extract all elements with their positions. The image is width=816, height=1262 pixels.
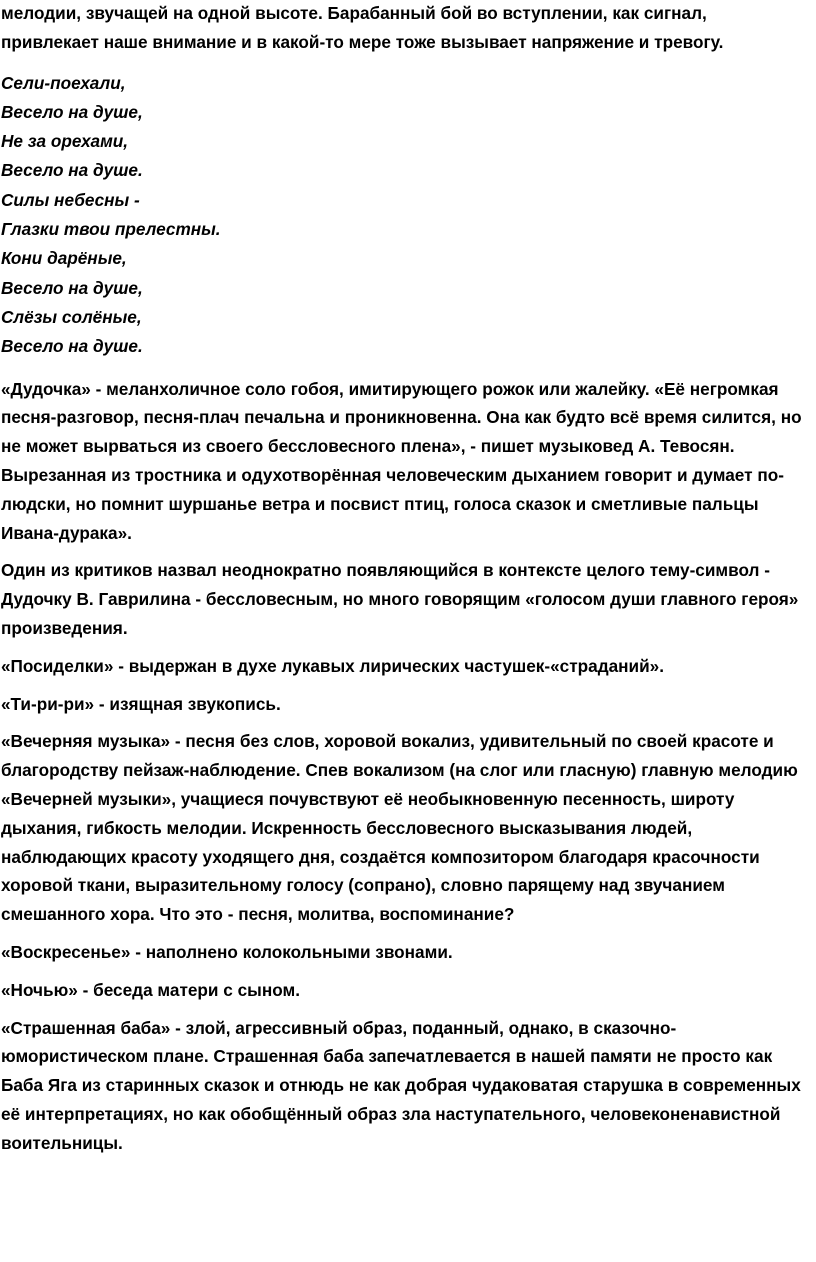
paragraph-evening-music: «Вечерняя музыка» - песня без слов, хоровой вокализ, удивительный по своей красоте и благородству пейзаж-наблюдение. Спев вокализом (на слог или гласную) главную мелодию «Вечерней музыки», учащиеся почувствуют её необыкновенную песенность, широту дыхания, гибкость мелодии. Искренность бессловесного высказывания людей, наблюдающих красоту уходящего дня, создаётся композитором благодаря красочности хоровой ткани, выразительному голосу (сопрано), словно парящему над звучанием смешанного хора. Что это - песня, молитва, воспоминание? — [1, 731, 798, 925]
poem-line: Силы небесны - — [1, 189, 140, 210]
poem-line: Не за орехами, — [1, 131, 129, 152]
poem-line: Сели-поехали, — [1, 72, 126, 93]
poem-line: Весело на душе. — [1, 160, 143, 181]
poem-block — [1, 69, 804, 362]
paragraph-posidelki: «Посиделки» - выдержан в духе лукавых лирических частушек-«страданий». — [1, 655, 665, 676]
poem-line: Весело на душе. — [1, 336, 143, 357]
poem-line: Кони дарёные, — [1, 248, 127, 269]
poem-line: Весело на душе, — [1, 277, 143, 298]
paragraph-ti-ri-ri: «Ти-ри-ри» - изящная звукопись. — [1, 693, 281, 714]
paragraph-critic: Один из критиков назвал неоднократно появляющийся в контексте целого тему-символ - Дудочку В. Гаврилина - бессловесным, но много говорящим «голосом души главного героя» произведения. — [1, 560, 799, 638]
poem-line: Глазки твои прелестны. — [1, 219, 221, 240]
poem-line: Слёзы солёные, — [1, 306, 142, 327]
paragraph-sunday: «Воскресенье» - наполнено колокольными звонами. — [1, 941, 453, 962]
intro-paragraph: мелодии, звучащей на одной высоте. Барабанный бой во вступлении, как сигнал, привлекает наше внимание и в какой-то мере тоже вызывает напряжение и тревогу. — [1, 3, 724, 52]
paragraph-dudochka: «Дудочка» - меланхоличное соло гобоя, имитирующего рожок или жалейку. «Её негромкая песня-разговор, песня-плач печальна и проникновенна. Она как будто всё время силится, но не может вырваться из своего бессловесного плена», - пишет музыковед А. Тевосян. Вырезанная из тростника и одухотворённая человеческим дыханием говорит и думает по-людски, но помнит шуршанье ветра и посвист птиц, голоса сказок и сметливые пальцы Ивана-дурака». — [1, 378, 802, 543]
paragraph-at-night: «Ночью» - беседа матери с сыном. — [1, 979, 300, 1000]
poem-line: Весело на душе, — [1, 101, 143, 122]
paragraph-terrible-woman: «Страшенная баба» - злой, агрессивный образ, поданный, однако, в сказочно-юмористическом плане. Страшенная баба запечатлевается в нашей памяти не просто как Баба Яга из старинных сказок и отнюдь не как добрая чудаковатая старушка в современных её интерпретациях, но как обобщённый образ зла наступательного, человеконенавистной воительницы. — [1, 1017, 801, 1153]
